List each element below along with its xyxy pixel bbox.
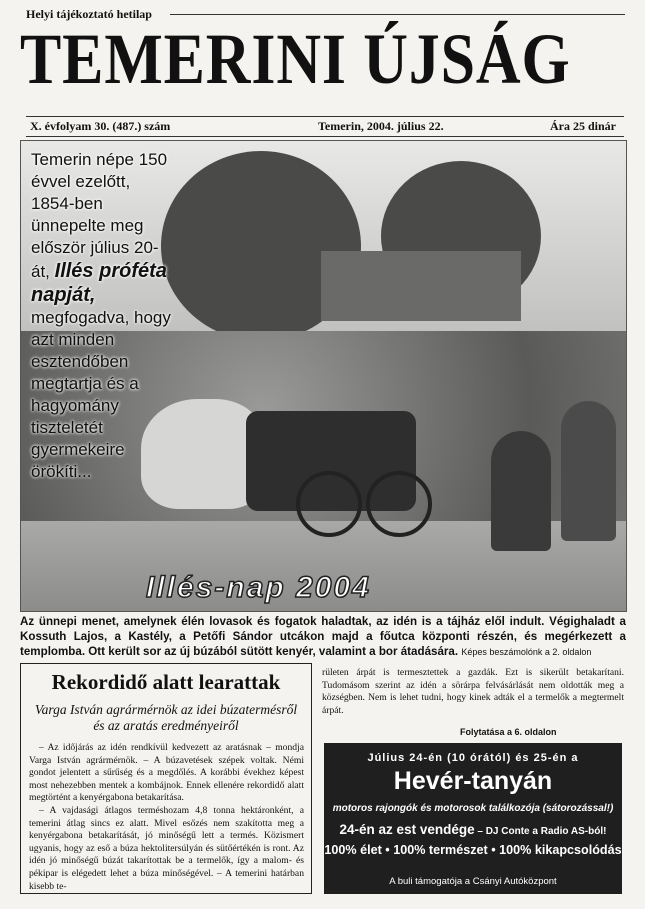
article-subtitle: Varga István agrármérnök az idei búzatermésről és az aratás eredményeiről: [34, 702, 298, 733]
photo-text-outro: megfogadva, hogy azt minden esztendőben megtartja és a hagyomány tiszteletét gyermekeire örökíti...: [31, 308, 171, 481]
ad-dates: Július 24-én (10 órától) és 25-én a: [367, 752, 579, 764]
caption-text: Az ünnepi menet, amelynek élén lovasok és fogatok haladtak, az idén is a tájház elől indult. Végighaladt a Kossuth Lajos, a Kastély, a Petőfi Sándor utcákon majd a főutca központi részén, és megérkezett a templomba. Ott került sor az új búzából sütött kenyér, valamint a bor átadására.: [20, 615, 626, 658]
ad-description: motoros rajongók és motorosok találkozója (sátorozással!): [332, 803, 614, 814]
photo-house: [321, 251, 521, 321]
issue-number: X. évfolyam 30. (487.) szám: [30, 119, 171, 133]
advertisement: [324, 743, 622, 894]
photo-overlay-text: [31, 149, 176, 483]
masthead-rule: [170, 14, 625, 15]
tagline: Helyi tájékoztató hetilap: [26, 7, 152, 21]
article-continued-text: rületen árpát is termesztettek a gazdák. Ezt is sikerült betakarítani. Tudomásom szerint az idén a sörárpa felvásárlását nem oldották meg a községben. Nem is lehet tudni, hogy kinek adták el a termelők a megtermelt árpát.: [322, 667, 624, 716]
ad-guest-name: – DJ Conte a Radio AS-ból!: [474, 826, 607, 837]
ad-title: Hevér-tanyán: [393, 767, 553, 795]
photo-text-intro: Temerin népe 150 évvel ezelőtt, 1854-ben ünnepelte meg először július 20-át,: [31, 150, 168, 281]
ad-slogan: 100% élet • 100% természet • 100% kikapcsolódás: [324, 843, 622, 857]
article-box: [20, 663, 312, 894]
photo-person: [491, 431, 551, 551]
article-paragraph: – Az időjárás az idén rendkívül kedvezett az aratásnak – mondja Varga István agrármérnök. – A búzavetések szépek voltak. Némi gondot jelentett a sűrűség és a megdőlés. A korábbi évekhez képest most nehezebben mentek a kombájnok. Ennek ellenére rekordidő alatt megtörtént a kenyérgabona betakarítása.: [29, 742, 304, 804]
photo-caption: [20, 614, 626, 660]
photo-person: [561, 401, 616, 541]
front-page-photo: [20, 140, 627, 612]
photo-carriage-wheel: [296, 471, 362, 537]
ad-sponsor: A buli támogatója a Csányi Autóközpont: [389, 876, 557, 887]
photo-carriage-wheel: [366, 471, 432, 537]
article-body: [29, 742, 304, 893]
ad-guest-label: 24-én az est vendége: [339, 822, 475, 837]
article-paragraph: – A vajdasági átlagos terméshozam 4,8 tonna hektáronként, a temerini átlag sincs ez alatt. Mivel esőzés nem szakította meg a kenyérgabona betakarítását, jó minőségű lett a termés. Közismert ugyanis, hogy az eső a búza hektolitersúlyán és sütőértékén is ront. Az idén jó minőségű búzát takarítottak be a termelők, így a malom- és pékipar is elégedett lehet a búza minőségével. – A temerini határban kisebb te-: [29, 804, 304, 892]
article-continuation-note: Folytatása a 6. oldalon: [460, 727, 557, 737]
ad-guest-line: [324, 822, 622, 837]
article-title: Rekordidő alatt learattak: [51, 670, 281, 694]
photo-banner: Illés-nap 2004: [146, 571, 371, 604]
issue-date: Temerin, 2004. július 22.: [318, 119, 444, 133]
newspaper-title: TEMERINI ÚJSÁG: [20, 19, 571, 99]
issue-info-bar: [26, 116, 624, 137]
caption-credit: Képes beszámolónk a 2. oldalon: [461, 647, 592, 657]
issue-price: Ára 25 dinár: [550, 119, 616, 133]
photo-text-highlight: Illés próféta napját,: [31, 260, 167, 306]
